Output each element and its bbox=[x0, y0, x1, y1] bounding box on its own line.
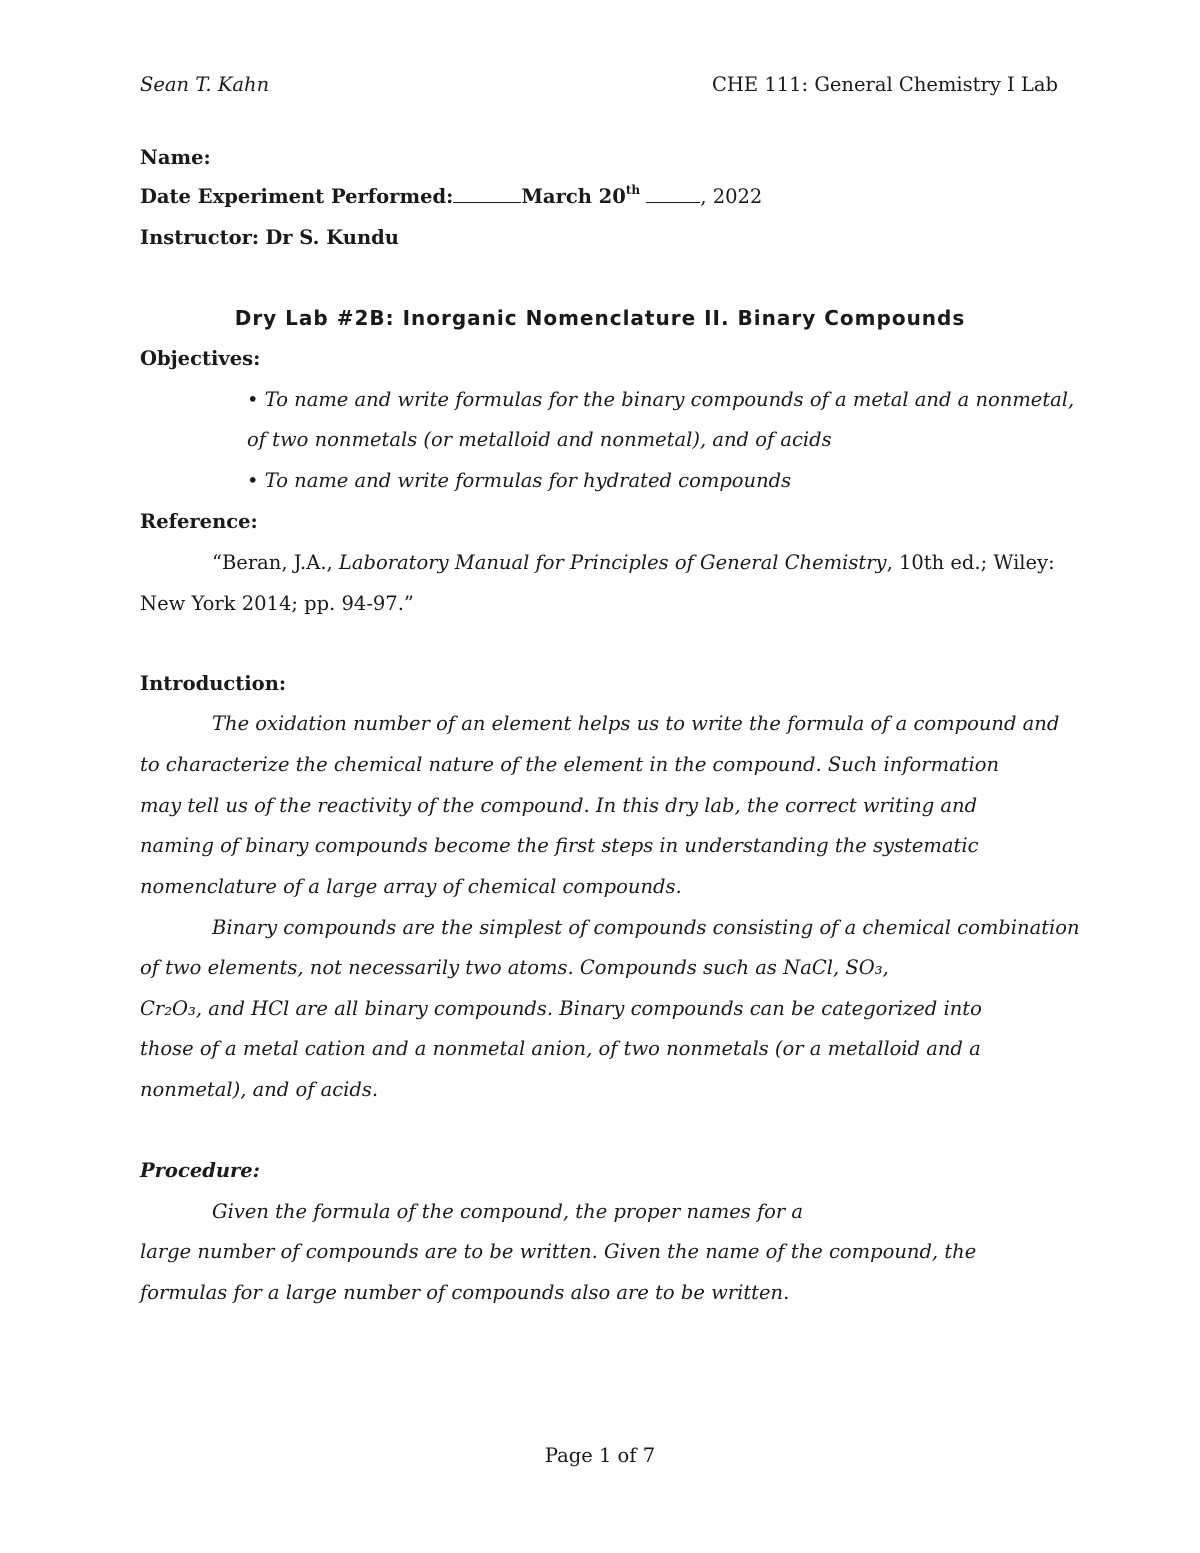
intro-line: those of a metal cation and a nonmetal anion, of two nonmetals (or a metalloid and a bbox=[140, 1037, 981, 1060]
procedure-line: formulas for a large number of compounds also are to be written. bbox=[140, 1281, 790, 1304]
instructor-field bbox=[140, 226, 399, 249]
introduction-heading: Introduction: bbox=[140, 672, 287, 695]
reference-line2: New York 2014; pp. 94-97.” bbox=[140, 592, 414, 615]
intro-line: naming of binary compounds become the first steps in understanding the systematic bbox=[140, 834, 979, 857]
objective-line: • To name and write formulas for hydrated compounds bbox=[247, 469, 792, 492]
objectives-heading: Objectives: bbox=[140, 347, 261, 370]
date-year: , 2022 bbox=[700, 185, 763, 208]
instructor-value: Dr S. Kundu bbox=[265, 226, 399, 249]
reference-suffix: , 10th ed.; Wiley: bbox=[886, 551, 1055, 574]
header-author: Sean T. Kahn bbox=[140, 73, 270, 96]
document-title: Dry Lab #2B: Inorganic Nomenclature II. Binary Compounds bbox=[234, 306, 966, 330]
intro-line: may tell us of the reactivity of the compound. In this dry lab, the correct writing and bbox=[140, 794, 978, 817]
date-blank-before bbox=[453, 201, 521, 203]
page-number: Page 1 of 7 bbox=[544, 1444, 656, 1467]
date-month-day: March 20 bbox=[521, 185, 626, 208]
objective-line: • To name and write formulas for the binary compounds of a metal and a nonmetal, bbox=[247, 388, 1075, 411]
reference-prefix: “Beran, J.A., bbox=[212, 551, 339, 574]
name-label: Name: bbox=[140, 146, 211, 169]
reference-book-title: Laboratory Manual for Principles of General Chemistry bbox=[338, 551, 887, 574]
instructor-label: Instructor: bbox=[140, 226, 260, 249]
procedure-line: Given the formula of the compound, the proper names for a bbox=[212, 1200, 804, 1223]
procedure-line: large number of compounds are to be written. Given the name of the compound, the bbox=[140, 1240, 977, 1263]
intro-line: of two elements, not necessarily two atoms. Compounds such as NaCl, SO₃, bbox=[140, 956, 889, 979]
objective-line: of two nonmetals (or metalloid and nonmetal), and of acids bbox=[247, 428, 832, 451]
intro-line: to characterize the chemical nature of the element in the compound. Such information bbox=[140, 753, 1000, 776]
intro-line: Cr₂O₃, and HCl are all binary compounds. Binary compounds can be categorized into bbox=[140, 997, 982, 1020]
reference-citation bbox=[212, 551, 1055, 574]
header-course: CHE 111: General Chemistry I Lab bbox=[711, 73, 1058, 96]
date-blank-after bbox=[646, 201, 700, 203]
intro-line: Binary compounds are the simplest of compounds consisting of a chemical combination bbox=[212, 916, 1080, 939]
procedure-heading: Procedure: bbox=[140, 1159, 260, 1182]
intro-line: nonmetal), and of acids. bbox=[140, 1078, 379, 1101]
intro-line: The oxidation number of an element helps us to write the formula of a compound and bbox=[212, 712, 1060, 735]
date-suffix: th bbox=[625, 182, 641, 197]
intro-line: nomenclature of a large array of chemical compounds. bbox=[140, 875, 682, 898]
reference-heading: Reference: bbox=[140, 510, 258, 533]
date-label: Date Experiment Performed: bbox=[140, 185, 454, 208]
date-field bbox=[140, 182, 763, 208]
